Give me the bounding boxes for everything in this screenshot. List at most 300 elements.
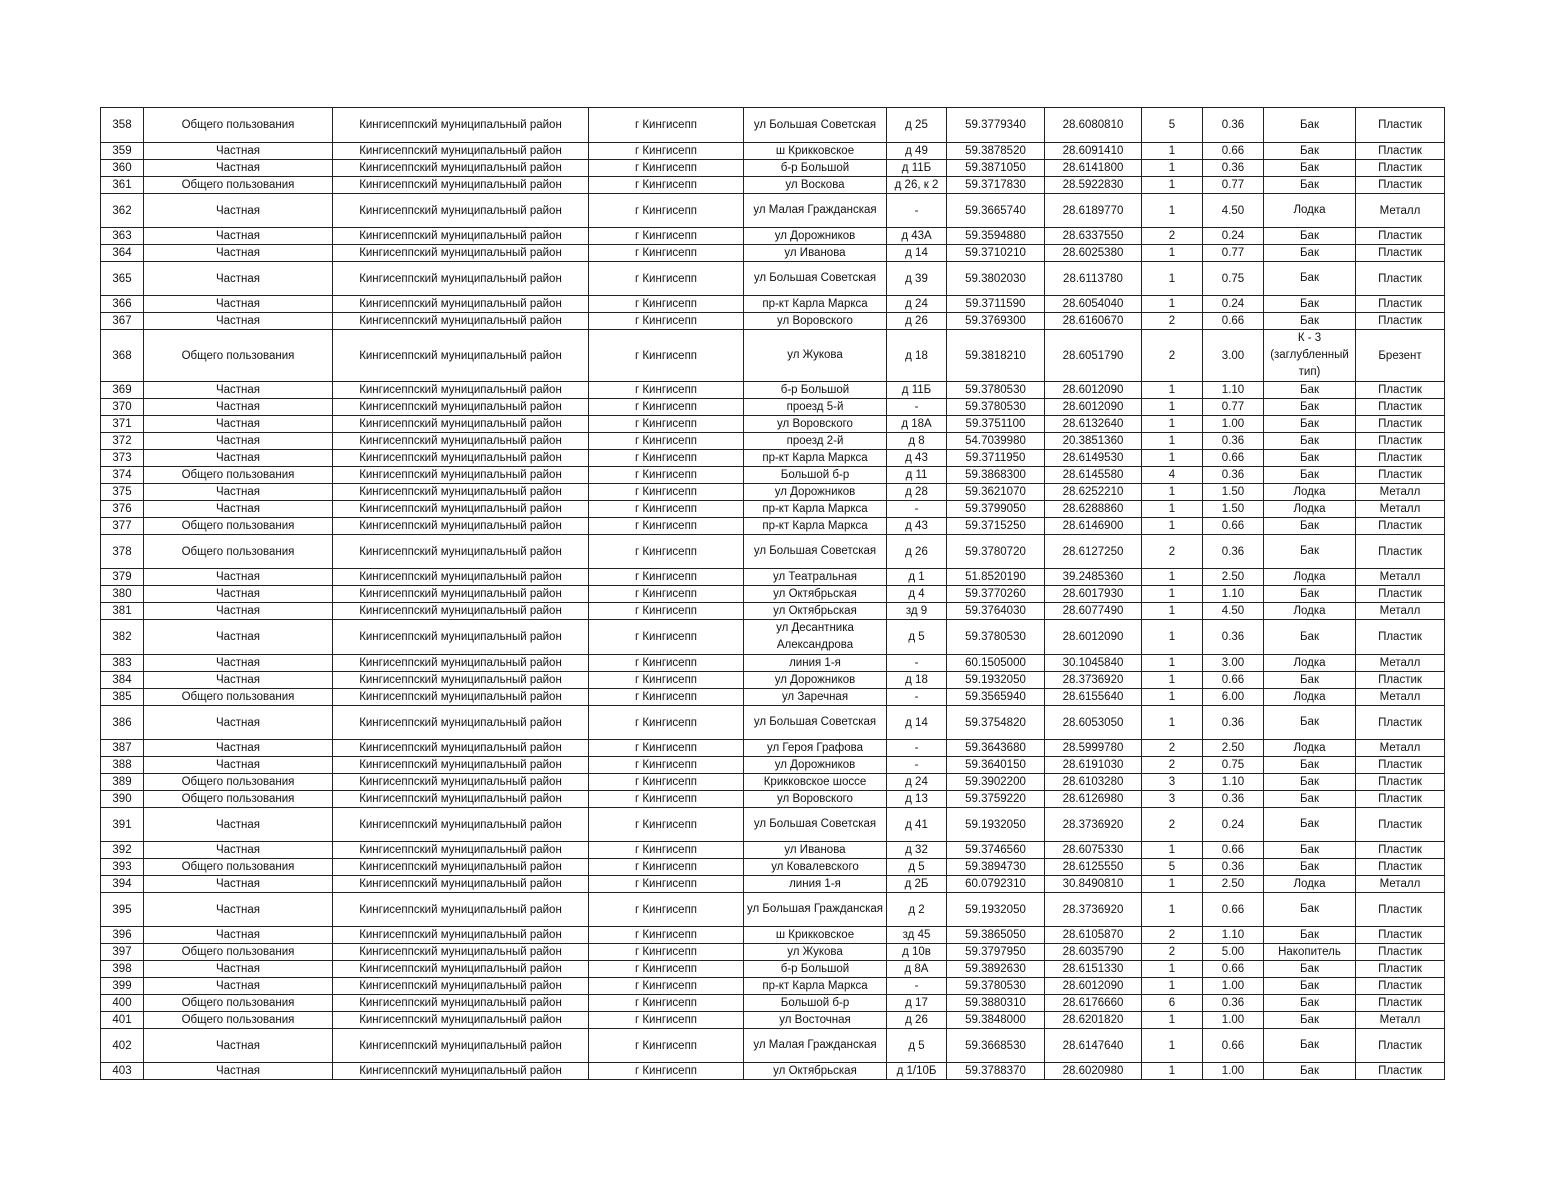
material-cell: Пластик	[1356, 808, 1445, 842]
latitude-cell: 59.3818210	[947, 330, 1045, 382]
table-row	[101, 313, 1445, 330]
latitude-cell: 59.3779340	[947, 108, 1045, 143]
district-cell: Кингисеппский муниципальный район	[333, 808, 589, 842]
ownership-type-cell: Общего пользования	[144, 467, 333, 484]
city-cell: г Кингисепп	[589, 603, 744, 620]
table-row	[101, 740, 1445, 757]
row-number-cell: 401	[101, 1012, 144, 1029]
longitude-cell: 28.6025380	[1045, 245, 1142, 262]
street-cell: ул Иванова	[744, 245, 887, 262]
table-row	[101, 995, 1445, 1012]
row-number-cell: 377	[101, 518, 144, 535]
longitude-cell: 28.6077490	[1045, 603, 1142, 620]
street-cell: пр-кт Карла Маркса	[744, 450, 887, 467]
city-cell: г Кингисепп	[589, 450, 744, 467]
district-cell: Кингисеппский муниципальный район	[333, 382, 589, 399]
volume-cell: 0.36	[1203, 535, 1264, 569]
container-type-cell: Лодка	[1264, 689, 1356, 706]
volume-cell: 0.66	[1203, 313, 1264, 330]
volume-cell: 0.66	[1203, 450, 1264, 467]
table-row	[101, 961, 1445, 978]
street-cell: б-р Большой	[744, 160, 887, 177]
container-type-cell: Бак	[1264, 262, 1356, 296]
district-cell: Кингисеппский муниципальный район	[333, 143, 589, 160]
table-row	[101, 501, 1445, 518]
ownership-type-cell: Общего пользования	[144, 944, 333, 961]
house-cell: д 18	[887, 672, 947, 689]
volume-cell: 0.66	[1203, 672, 1264, 689]
volume-cell: 3.00	[1203, 655, 1264, 672]
longitude-cell: 28.6012090	[1045, 382, 1142, 399]
container-count-cell: 1	[1142, 416, 1203, 433]
material-cell: Пластик	[1356, 160, 1445, 177]
house-cell: зд 9	[887, 603, 947, 620]
material-cell: Пластик	[1356, 586, 1445, 603]
container-count-cell: 5	[1142, 108, 1203, 143]
volume-cell: 0.66	[1203, 961, 1264, 978]
longitude-cell: 28.6147640	[1045, 1029, 1142, 1063]
longitude-cell: 28.6105870	[1045, 927, 1142, 944]
latitude-cell: 59.3717830	[947, 177, 1045, 194]
material-cell: Пластик	[1356, 620, 1445, 655]
table-row	[101, 689, 1445, 706]
ownership-type-cell: Общего пользования	[144, 518, 333, 535]
container-count-cell: 1	[1142, 194, 1203, 228]
house-cell: д 4	[887, 586, 947, 603]
table-row	[101, 927, 1445, 944]
table-row	[101, 143, 1445, 160]
longitude-cell: 28.6146900	[1045, 518, 1142, 535]
table-row	[101, 655, 1445, 672]
latitude-cell: 59.3797950	[947, 944, 1045, 961]
row-number-cell: 374	[101, 467, 144, 484]
city-cell: г Кингисепп	[589, 245, 744, 262]
district-cell: Кингисеппский муниципальный район	[333, 296, 589, 313]
house-cell: д 5	[887, 620, 947, 655]
row-number-cell: 397	[101, 944, 144, 961]
longitude-cell: 28.6103280	[1045, 774, 1142, 791]
volume-cell: 1.00	[1203, 1012, 1264, 1029]
longitude-cell: 28.3736920	[1045, 893, 1142, 927]
district-cell: Кингисеппский муниципальный район	[333, 535, 589, 569]
volume-cell: 1.10	[1203, 382, 1264, 399]
container-type-cell: Лодка	[1264, 740, 1356, 757]
row-number-cell: 368	[101, 330, 144, 382]
container-count-cell: 1	[1142, 1063, 1203, 1080]
city-cell: г Кингисепп	[589, 484, 744, 501]
row-number-cell: 402	[101, 1029, 144, 1063]
district-cell: Кингисеппский муниципальный район	[333, 569, 589, 586]
street-cell: ул Большая Советская	[744, 535, 887, 569]
row-number-cell: 390	[101, 791, 144, 808]
longitude-cell: 28.6051790	[1045, 330, 1142, 382]
house-cell: -	[887, 978, 947, 995]
row-number-cell: 361	[101, 177, 144, 194]
volume-cell: 4.50	[1203, 194, 1264, 228]
container-count-cell: 1	[1142, 672, 1203, 689]
container-count-cell: 1	[1142, 177, 1203, 194]
table-row	[101, 1012, 1445, 1029]
container-count-cell: 1	[1142, 160, 1203, 177]
volume-cell: 3.00	[1203, 330, 1264, 382]
volume-cell: 1.00	[1203, 1063, 1264, 1080]
material-cell: Пластик	[1356, 842, 1445, 859]
volume-cell: 4.50	[1203, 603, 1264, 620]
row-number-cell: 398	[101, 961, 144, 978]
ownership-type-cell: Частная	[144, 433, 333, 450]
longitude-cell: 28.6155640	[1045, 689, 1142, 706]
table-row	[101, 944, 1445, 961]
table-row	[101, 876, 1445, 893]
material-cell: Пластик	[1356, 927, 1445, 944]
district-cell: Кингисеппский муниципальный район	[333, 791, 589, 808]
house-cell: д 8А	[887, 961, 947, 978]
street-cell: ул Театральная	[744, 569, 887, 586]
latitude-cell: 59.3780720	[947, 535, 1045, 569]
house-cell: д 11Б	[887, 160, 947, 177]
container-type-cell: Лодка	[1264, 484, 1356, 501]
material-cell: Пластик	[1356, 944, 1445, 961]
material-cell: Пластик	[1356, 893, 1445, 927]
city-cell: г Кингисепп	[589, 672, 744, 689]
city-cell: г Кингисепп	[589, 808, 744, 842]
material-cell: Металл	[1356, 603, 1445, 620]
table-row	[101, 467, 1445, 484]
container-type-cell: Бак	[1264, 961, 1356, 978]
container-count-cell: 1	[1142, 620, 1203, 655]
district-cell: Кингисеппский муниципальный район	[333, 978, 589, 995]
container-type-cell: Накопитель	[1264, 944, 1356, 961]
row-number-cell: 369	[101, 382, 144, 399]
street-cell: ул Героя Графова	[744, 740, 887, 757]
table-row	[101, 774, 1445, 791]
container-count-cell: 1	[1142, 484, 1203, 501]
material-cell: Металл	[1356, 501, 1445, 518]
street-cell: ул Иванова	[744, 842, 887, 859]
ownership-type-cell: Частная	[144, 620, 333, 655]
volume-cell: 0.77	[1203, 399, 1264, 416]
city-cell: г Кингисепп	[589, 433, 744, 450]
ownership-type-cell: Частная	[144, 978, 333, 995]
house-cell: д 26	[887, 313, 947, 330]
table-row	[101, 569, 1445, 586]
container-count-cell: 2	[1142, 313, 1203, 330]
street-cell: ул Большая Советская	[744, 108, 887, 143]
longitude-cell: 28.6252210	[1045, 484, 1142, 501]
longitude-cell: 28.6191030	[1045, 757, 1142, 774]
volume-cell: 0.36	[1203, 160, 1264, 177]
container-type-cell: Бак	[1264, 143, 1356, 160]
district-cell: Кингисеппский муниципальный район	[333, 484, 589, 501]
row-number-cell: 362	[101, 194, 144, 228]
row-number-cell: 399	[101, 978, 144, 995]
city-cell: г Кингисепп	[589, 382, 744, 399]
street-cell: ул Малая Гражданская	[744, 1029, 887, 1063]
material-cell: Пластик	[1356, 177, 1445, 194]
district-cell: Кингисеппский муниципальный район	[333, 177, 589, 194]
latitude-cell: 59.3871050	[947, 160, 1045, 177]
city-cell: г Кингисепп	[589, 791, 744, 808]
longitude-cell: 30.1045840	[1045, 655, 1142, 672]
longitude-cell: 28.6151330	[1045, 961, 1142, 978]
ownership-type-cell: Частная	[144, 143, 333, 160]
latitude-cell: 60.0792310	[947, 876, 1045, 893]
longitude-cell: 28.6020980	[1045, 1063, 1142, 1080]
container-count-cell: 1	[1142, 382, 1203, 399]
ownership-type-cell: Частная	[144, 603, 333, 620]
district-cell: Кингисеппский муниципальный район	[333, 842, 589, 859]
table-row	[101, 518, 1445, 535]
container-type-cell: Бак	[1264, 535, 1356, 569]
district-cell: Кингисеппский муниципальный район	[333, 160, 589, 177]
row-number-cell: 389	[101, 774, 144, 791]
container-count-cell: 2	[1142, 740, 1203, 757]
latitude-cell: 59.3711950	[947, 450, 1045, 467]
container-type-cell: Бак	[1264, 842, 1356, 859]
street-cell: ул Октябрьская	[744, 603, 887, 620]
container-count-cell: 1	[1142, 262, 1203, 296]
house-cell: д 13	[887, 791, 947, 808]
ownership-type-cell: Частная	[144, 808, 333, 842]
volume-cell: 0.36	[1203, 995, 1264, 1012]
district-cell: Кингисеппский муниципальный район	[333, 655, 589, 672]
volume-cell: 0.36	[1203, 108, 1264, 143]
longitude-cell: 28.6054040	[1045, 296, 1142, 313]
volume-cell: 0.66	[1203, 1029, 1264, 1063]
volume-cell: 0.75	[1203, 262, 1264, 296]
container-count-cell: 3	[1142, 774, 1203, 791]
container-type-cell: Бак	[1264, 672, 1356, 689]
house-cell: -	[887, 689, 947, 706]
material-cell: Пластик	[1356, 1063, 1445, 1080]
row-number-cell: 388	[101, 757, 144, 774]
ownership-type-cell: Общего пользования	[144, 689, 333, 706]
table-row	[101, 484, 1445, 501]
district-cell: Кингисеппский муниципальный район	[333, 961, 589, 978]
table-row	[101, 1029, 1445, 1063]
street-cell: пр-кт Карла Маркса	[744, 501, 887, 518]
ownership-type-cell: Частная	[144, 228, 333, 245]
street-cell: Большой б-р	[744, 467, 887, 484]
volume-cell: 0.36	[1203, 859, 1264, 876]
latitude-cell: 59.3754820	[947, 706, 1045, 740]
longitude-cell: 28.6017930	[1045, 586, 1142, 603]
district-cell: Кингисеппский муниципальный район	[333, 944, 589, 961]
latitude-cell: 59.3640150	[947, 757, 1045, 774]
city-cell: г Кингисепп	[589, 416, 744, 433]
ownership-type-cell: Общего пользования	[144, 995, 333, 1012]
longitude-cell: 28.6012090	[1045, 978, 1142, 995]
street-cell: ул Большая Советская	[744, 706, 887, 740]
latitude-cell: 59.3770260	[947, 586, 1045, 603]
row-number-cell: 379	[101, 569, 144, 586]
row-number-cell: 365	[101, 262, 144, 296]
container-type-cell: Бак	[1264, 382, 1356, 399]
ownership-type-cell: Частная	[144, 961, 333, 978]
ownership-type-cell: Общего пользования	[144, 1012, 333, 1029]
row-number-cell: 392	[101, 842, 144, 859]
material-cell: Металл	[1356, 194, 1445, 228]
city-cell: г Кингисепп	[589, 228, 744, 245]
longitude-cell: 28.6127250	[1045, 535, 1142, 569]
house-cell: д 25	[887, 108, 947, 143]
latitude-cell: 59.3780530	[947, 382, 1045, 399]
latitude-cell: 59.1932050	[947, 808, 1045, 842]
ownership-type-cell: Частная	[144, 706, 333, 740]
material-cell: Пластик	[1356, 535, 1445, 569]
house-cell: -	[887, 740, 947, 757]
ownership-type-cell: Частная	[144, 842, 333, 859]
material-cell: Пластик	[1356, 382, 1445, 399]
container-type-cell: Лодка	[1264, 603, 1356, 620]
longitude-cell: 28.6012090	[1045, 399, 1142, 416]
district-cell: Кингисеппский муниципальный район	[333, 757, 589, 774]
house-cell: д 26, к 2	[887, 177, 947, 194]
longitude-cell: 30.8490810	[1045, 876, 1142, 893]
row-number-cell: 371	[101, 416, 144, 433]
container-type-cell: Лодка	[1264, 655, 1356, 672]
container-type-cell: Лодка	[1264, 194, 1356, 228]
table-row	[101, 757, 1445, 774]
house-cell: д 32	[887, 842, 947, 859]
volume-cell: 1.00	[1203, 978, 1264, 995]
street-cell: пр-кт Карла Маркса	[744, 296, 887, 313]
container-type-cell: Бак	[1264, 1012, 1356, 1029]
city-cell: г Кингисепп	[589, 1063, 744, 1080]
row-number-cell: 380	[101, 586, 144, 603]
house-cell: д 43А	[887, 228, 947, 245]
street-cell: проезд 2-й	[744, 433, 887, 450]
ownership-type-cell: Общего пользования	[144, 774, 333, 791]
house-cell: -	[887, 501, 947, 518]
volume-cell: 0.36	[1203, 433, 1264, 450]
row-number-cell: 373	[101, 450, 144, 467]
city-cell: г Кингисепп	[589, 535, 744, 569]
latitude-cell: 59.3764030	[947, 603, 1045, 620]
house-cell: д 11	[887, 467, 947, 484]
container-type-cell: Бак	[1264, 774, 1356, 791]
table-row	[101, 535, 1445, 569]
volume-cell: 0.24	[1203, 296, 1264, 313]
city-cell: г Кингисепп	[589, 313, 744, 330]
district-cell: Кингисеппский муниципальный район	[333, 108, 589, 143]
city-cell: г Кингисепп	[589, 586, 744, 603]
latitude-cell: 59.3878520	[947, 143, 1045, 160]
latitude-cell: 59.3868300	[947, 467, 1045, 484]
ownership-type-cell: Частная	[144, 382, 333, 399]
container-type-cell: Бак	[1264, 978, 1356, 995]
table-row	[101, 586, 1445, 603]
city-cell: г Кингисепп	[589, 160, 744, 177]
city-cell: г Кингисепп	[589, 706, 744, 740]
row-number-cell: 395	[101, 893, 144, 927]
latitude-cell: 59.3894730	[947, 859, 1045, 876]
ownership-type-cell: Частная	[144, 1063, 333, 1080]
city-cell: г Кингисепп	[589, 177, 744, 194]
row-number-cell: 372	[101, 433, 144, 450]
street-cell: ул Жукова	[744, 330, 887, 382]
table-row	[101, 859, 1445, 876]
row-number-cell: 367	[101, 313, 144, 330]
latitude-cell: 59.3769300	[947, 313, 1045, 330]
latitude-cell: 54.7039980	[947, 433, 1045, 450]
longitude-cell: 20.3851360	[1045, 433, 1142, 450]
material-cell: Пластик	[1356, 228, 1445, 245]
district-cell: Кингисеппский муниципальный район	[333, 450, 589, 467]
row-number-cell: 403	[101, 1063, 144, 1080]
table-row	[101, 450, 1445, 467]
street-cell: ул Воровского	[744, 313, 887, 330]
ownership-type-cell: Частная	[144, 757, 333, 774]
container-type-cell: Бак	[1264, 450, 1356, 467]
house-cell: д 1/10Б	[887, 1063, 947, 1080]
house-cell: д 24	[887, 296, 947, 313]
street-cell: ул Воскова	[744, 177, 887, 194]
ownership-type-cell: Частная	[144, 569, 333, 586]
volume-cell: 0.36	[1203, 706, 1264, 740]
latitude-cell: 59.3865050	[947, 927, 1045, 944]
street-cell: ул Восточная	[744, 1012, 887, 1029]
container-count-cell: 2	[1142, 944, 1203, 961]
table-row	[101, 416, 1445, 433]
material-cell: Пластик	[1356, 1029, 1445, 1063]
street-cell: б-р Большой	[744, 382, 887, 399]
container-type-cell: Бак	[1264, 1063, 1356, 1080]
material-cell: Пластик	[1356, 399, 1445, 416]
street-cell: Крикковское шоссе	[744, 774, 887, 791]
table-row	[101, 228, 1445, 245]
row-number-cell: 378	[101, 535, 144, 569]
volume-cell: 5.00	[1203, 944, 1264, 961]
table-row	[101, 245, 1445, 262]
house-cell: -	[887, 757, 947, 774]
table-row	[101, 1063, 1445, 1080]
volume-cell: 0.77	[1203, 245, 1264, 262]
street-cell: ш Крикковское	[744, 143, 887, 160]
container-count-cell: 1	[1142, 689, 1203, 706]
row-number-cell: 358	[101, 108, 144, 143]
container-type-cell: Бак	[1264, 518, 1356, 535]
container-type-cell: Бак	[1264, 586, 1356, 603]
container-count-cell: 1	[1142, 1012, 1203, 1029]
container-count-cell: 1	[1142, 296, 1203, 313]
latitude-cell: 51.8520190	[947, 569, 1045, 586]
ownership-type-cell: Частная	[144, 245, 333, 262]
container-type-cell: Бак	[1264, 893, 1356, 927]
container-type-cell: Бак	[1264, 245, 1356, 262]
ownership-type-cell: Частная	[144, 160, 333, 177]
ownership-type-cell: Частная	[144, 672, 333, 689]
latitude-cell: 59.3565940	[947, 689, 1045, 706]
table-row	[101, 296, 1445, 313]
latitude-cell: 59.1932050	[947, 893, 1045, 927]
street-cell: ул Дорожников	[744, 757, 887, 774]
container-type-cell: Бак	[1264, 108, 1356, 143]
container-type-cell: К - 3 (заглубленный тип)	[1264, 330, 1356, 382]
city-cell: г Кингисепп	[589, 1029, 744, 1063]
city-cell: г Кингисепп	[589, 194, 744, 228]
container-type-cell: Бак	[1264, 433, 1356, 450]
volume-cell: 0.36	[1203, 791, 1264, 808]
latitude-cell: 59.3710210	[947, 245, 1045, 262]
district-cell: Кингисеппский муниципальный район	[333, 689, 589, 706]
city-cell: г Кингисепп	[589, 1012, 744, 1029]
street-cell: ул Октябрьская	[744, 586, 887, 603]
city-cell: г Кингисепп	[589, 995, 744, 1012]
container-count-cell: 1	[1142, 842, 1203, 859]
street-cell: линия 1-я	[744, 655, 887, 672]
city-cell: г Кингисепп	[589, 620, 744, 655]
